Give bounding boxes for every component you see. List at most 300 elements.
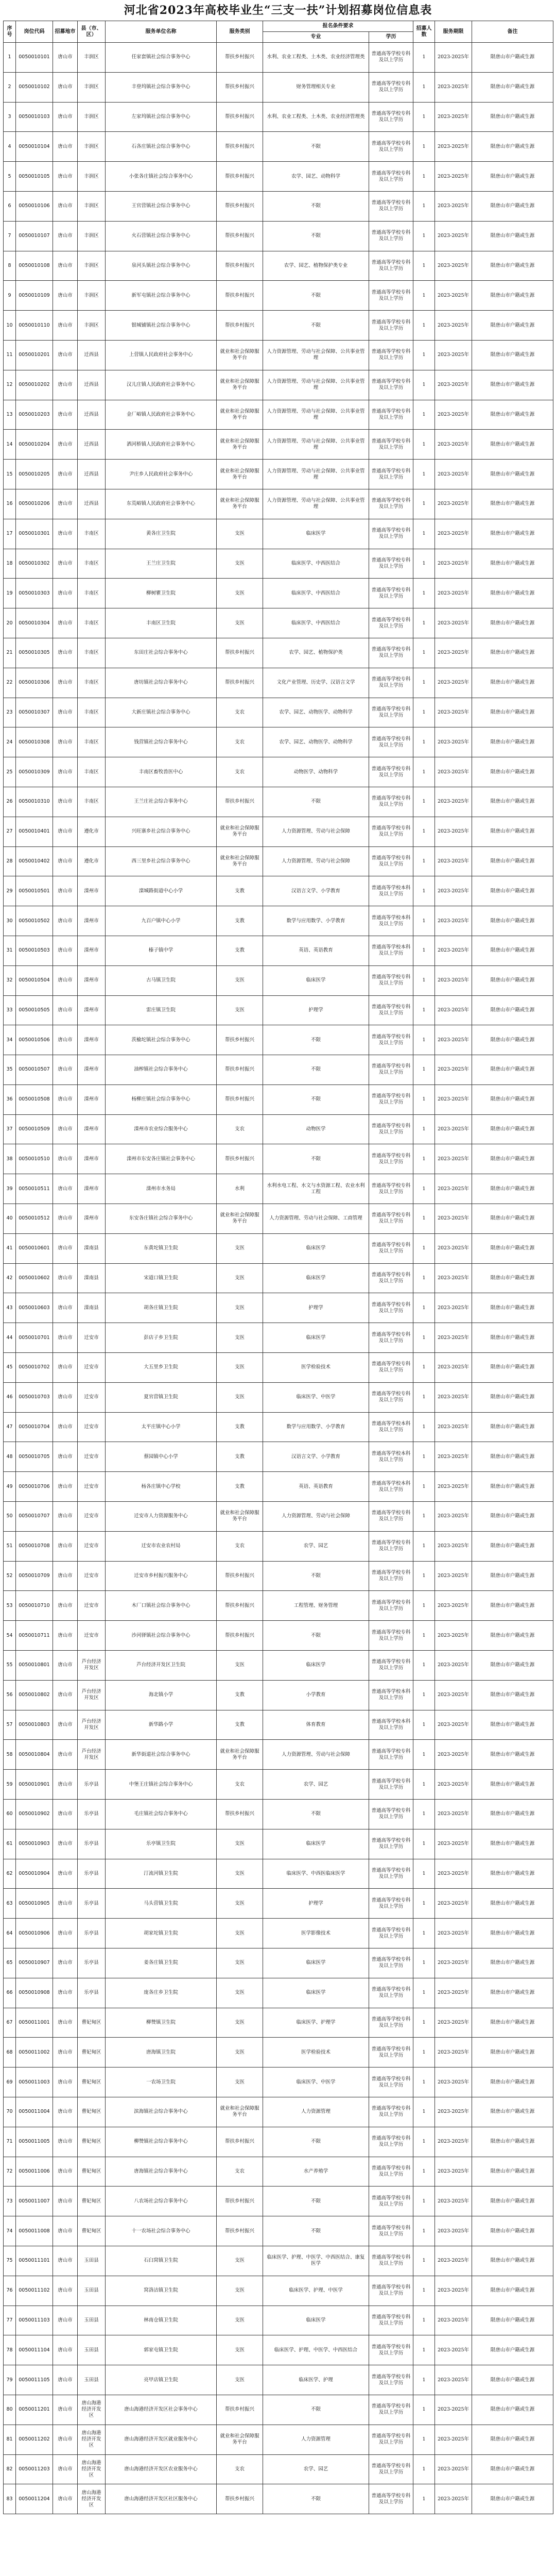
type-cell: 支农 — [217, 2454, 263, 2484]
type-cell: 支农 — [217, 2157, 263, 2187]
type-cell: 帮扶乡村振兴 — [217, 2395, 263, 2425]
code-cell: 0050010703 — [16, 1382, 53, 1412]
table-row — [4, 2454, 553, 2484]
type-cell: 支医 — [217, 1323, 263, 1353]
major-cell: 水利水电工程、水文与水资源工程、农业水利工程 — [263, 1174, 369, 1204]
type-cell: 支医 — [217, 2365, 263, 2395]
remarks-cell: 限唐山市户籍或生源 — [472, 1889, 553, 1919]
remarks-cell: 限唐山市户籍或生源 — [472, 221, 553, 251]
table-body — [4, 43, 553, 2514]
major-cell: 水产养殖学 — [263, 2157, 369, 2187]
code-cell: 0050010103 — [16, 102, 53, 132]
city-cell: 唐山市 — [53, 1710, 78, 1740]
period-cell: 2023-2025年 — [435, 281, 472, 311]
major-cell: 人力资源管理、劳动与社会保障 — [263, 1740, 369, 1770]
type-cell: 就业和社会保障服务平台 — [217, 460, 263, 489]
city-cell: 唐山市 — [53, 519, 78, 549]
county-cell: 迁西县 — [78, 400, 106, 430]
count-cell: 1 — [413, 2335, 435, 2365]
major-cell: 不限 — [263, 1621, 369, 1651]
major-cell: 汉语言文学、小学教育 — [263, 876, 369, 906]
remarks-cell: 限唐山市户籍或生源 — [472, 43, 553, 73]
major-cell: 临床医学 — [263, 965, 369, 995]
county-cell: 曹妃甸区 — [78, 2067, 106, 2097]
county-cell: 丰南区 — [78, 638, 106, 668]
count-cell: 1 — [413, 1621, 435, 1651]
table-row — [4, 1263, 553, 1293]
education-cell: 普通高等学校专科及以上学历 — [369, 817, 413, 846]
education-cell: 普通高等学校专科及以上学历 — [369, 460, 413, 489]
table-row — [4, 2246, 553, 2276]
period-cell: 2023-2025年 — [435, 1055, 472, 1085]
city-cell: 唐山市 — [53, 430, 78, 460]
code-cell: 0050010205 — [16, 460, 53, 489]
unit-cell: 茨榆坨镇社会综合事务中心 — [106, 1025, 217, 1055]
serial-cell: 68 — [4, 2038, 16, 2067]
serial-cell: 29 — [4, 876, 16, 906]
table-row — [4, 1472, 553, 1502]
type-cell: 帮扶乡村振兴 — [217, 72, 263, 102]
education-cell: 普通高等学校专科及以上学历 — [369, 251, 413, 281]
serial-cell: 58 — [4, 1740, 16, 1770]
serial-cell: 4 — [4, 132, 16, 162]
remarks-cell: 限唐山市户籍或生源 — [472, 2127, 553, 2157]
remarks-cell: 限唐山市户籍或生源 — [472, 1591, 553, 1621]
remarks-cell: 限唐山市户籍或生源 — [472, 1919, 553, 1948]
code-cell: 0050010803 — [16, 1710, 53, 1740]
code-cell: 0050010905 — [16, 1889, 53, 1919]
major-cell: 农学、园艺 — [263, 1531, 369, 1561]
county-cell: 乐亭县 — [78, 1948, 106, 1978]
remarks-cell: 限唐山市户籍或生源 — [472, 1442, 553, 1472]
education-cell: 普通高等学校专科及以上学历 — [369, 72, 413, 102]
type-cell: 帮扶乡村振兴 — [217, 1025, 263, 1055]
unit-cell: 古马镇卫生院 — [106, 965, 217, 995]
major-cell: 临床医学、护理、中医学 — [263, 2276, 369, 2306]
table-row — [4, 489, 553, 519]
major-cell: 人力资源管理、劳动与社会保障、公共事业管理 — [263, 460, 369, 489]
code-cell: 0050010201 — [16, 340, 53, 370]
type-cell: 帮扶乡村振兴 — [217, 281, 263, 311]
count-cell: 1 — [413, 191, 435, 221]
remarks-cell: 限唐山市户籍或生源 — [472, 1531, 553, 1561]
type-cell: 支医 — [217, 2276, 263, 2306]
period-cell: 2023-2025年 — [435, 965, 472, 995]
count-cell: 1 — [413, 2395, 435, 2425]
period-cell: 2023-2025年 — [435, 2127, 472, 2157]
city-cell: 唐山市 — [53, 1651, 78, 1681]
type-cell: 支医 — [217, 1919, 263, 1948]
period-cell: 2023-2025年 — [435, 1472, 472, 1502]
table-row — [4, 370, 553, 400]
type-cell: 支医 — [217, 2067, 263, 2097]
count-cell: 1 — [413, 1800, 435, 1829]
period-cell: 2023-2025年 — [435, 1353, 472, 1383]
period-cell: 2023-2025年 — [435, 1859, 472, 1889]
education-cell: 普通高等学校专科及以上学历 — [369, 1084, 413, 1114]
unit-cell: 上营镇人民政府社会事务中心 — [106, 340, 217, 370]
table-row — [4, 668, 553, 698]
serial-cell: 59 — [4, 1770, 16, 1800]
remarks-cell: 限唐山市户籍或生源 — [472, 668, 553, 698]
table-row — [4, 1144, 553, 1174]
count-cell: 1 — [413, 2425, 435, 2454]
count-cell: 1 — [413, 430, 435, 460]
remarks-cell: 限唐山市户籍或生源 — [472, 1859, 553, 1889]
code-cell: 0050011202 — [16, 2425, 53, 2454]
major-cell: 临床医学、中医学 — [263, 1382, 369, 1412]
count-cell: 1 — [413, 2067, 435, 2097]
type-cell: 支医 — [217, 1829, 263, 1859]
serial-cell: 75 — [4, 2246, 16, 2276]
code-cell: 0050011001 — [16, 2008, 53, 2038]
city-cell: 唐山市 — [53, 162, 78, 192]
table-row — [4, 2306, 553, 2335]
education-cell: 普通高等学校专科及以上学历 — [369, 995, 413, 1025]
city-cell: 唐山市 — [53, 876, 78, 906]
major-cell: 护理学 — [263, 1293, 369, 1323]
major-cell: 不限 — [263, 2484, 369, 2514]
count-cell: 1 — [413, 162, 435, 192]
remarks-cell: 限唐山市户籍或生源 — [472, 72, 553, 102]
unit-cell: 迁安市人力资源服务中心 — [106, 1502, 217, 1532]
period-cell: 2023-2025年 — [435, 460, 472, 489]
table-row — [4, 1502, 553, 1532]
code-cell: 0050010501 — [16, 876, 53, 906]
remarks-cell: 限唐山市户籍或生源 — [472, 2335, 553, 2365]
serial-cell: 72 — [4, 2157, 16, 2187]
major-cell: 农学、园艺 — [263, 1770, 369, 1800]
code-cell: 0050011201 — [16, 2395, 53, 2425]
major-cell: 农学、园艺 — [263, 2454, 369, 2484]
county-cell: 丰润区 — [78, 191, 106, 221]
code-cell: 0050010304 — [16, 608, 53, 638]
period-cell: 2023-2025年 — [435, 668, 472, 698]
period-cell: 2023-2025年 — [435, 191, 472, 221]
major-cell: 医学检验技术 — [263, 2038, 369, 2067]
city-cell: 唐山市 — [53, 132, 78, 162]
unit-cell: 海北镇小学 — [106, 1680, 217, 1710]
serial-cell: 63 — [4, 1889, 16, 1919]
table-row — [4, 1233, 553, 1263]
count-cell: 1 — [413, 1025, 435, 1055]
type-cell: 支农 — [217, 1531, 263, 1561]
type-cell: 支医 — [217, 1889, 263, 1919]
city-cell: 唐山市 — [53, 2187, 78, 2216]
document-title: 河北省2023年高校毕业生“三支一扶”计划招募岗位信息表 — [124, 4, 432, 17]
major-cell: 数学与应用数学、小学教育 — [263, 1412, 369, 1442]
county-cell: 丰润区 — [78, 251, 106, 281]
major-cell: 人力资源管理 — [263, 2425, 369, 2454]
serial-cell: 43 — [4, 1293, 16, 1323]
remarks-cell: 限唐山市户籍或生源 — [472, 757, 553, 787]
table-row — [4, 2157, 553, 2187]
type-cell: 支医 — [217, 519, 263, 549]
city-cell: 唐山市 — [53, 2276, 78, 2306]
table-row — [4, 608, 553, 638]
unit-cell: 一农场卫生院 — [106, 2067, 217, 2097]
unit-cell: 黄各庄卫生院 — [106, 519, 217, 549]
serial-cell: 35 — [4, 1055, 16, 1085]
remarks-cell: 限唐山市户籍或生源 — [472, 1710, 553, 1740]
unit-cell: 迁安市乡村振兴服务中心 — [106, 1561, 217, 1591]
unit-cell: 新华街道社会综合事务中心 — [106, 1740, 217, 1770]
county-cell: 滦南县 — [78, 1293, 106, 1323]
county-cell: 丰润区 — [78, 132, 106, 162]
code-cell: 0050010508 — [16, 1084, 53, 1114]
remarks-cell: 限唐山市户籍或生源 — [472, 430, 553, 460]
major-cell: 英语、英语教育 — [263, 1472, 369, 1502]
header-education: 学历 — [369, 32, 413, 43]
unit-cell: 银城铺镇社会综合事务中心 — [106, 311, 217, 341]
type-cell: 帮扶乡村振兴 — [217, 1144, 263, 1174]
remarks-cell: 限唐山市户籍或生源 — [472, 549, 553, 579]
education-cell: 普通高等学校专科及以上学历 — [369, 2276, 413, 2306]
major-cell: 水利、农业工程类、土木类、农业经济管理类 — [263, 102, 369, 132]
type-cell: 就业和社会保障服务平台 — [217, 489, 263, 519]
remarks-cell: 限唐山市户籍或生源 — [472, 1084, 553, 1114]
unit-cell: 乐亭镇卫生院 — [106, 1829, 217, 1859]
city-cell: 唐山市 — [53, 995, 78, 1025]
unit-cell: 柳赞镇卫生院 — [106, 2008, 217, 2038]
serial-cell: 69 — [4, 2067, 16, 2097]
unit-cell: 十一农场社会综合事务中心 — [106, 2216, 217, 2246]
county-cell: 滦州市 — [78, 1204, 106, 1234]
count-cell: 1 — [413, 1382, 435, 1412]
count-cell: 1 — [413, 311, 435, 341]
unit-cell: 中堡王庄镇社会综合事务中心 — [106, 1770, 217, 1800]
education-cell: 普通高等学校专科及以上学历 — [369, 430, 413, 460]
major-cell: 护理学 — [263, 995, 369, 1025]
major-cell: 农学、园艺、动物科学 — [263, 162, 369, 192]
table-row — [4, 1353, 553, 1383]
code-cell: 0050010310 — [16, 787, 53, 817]
county-cell: 滦州市 — [78, 995, 106, 1025]
type-cell: 帮扶乡村振兴 — [217, 102, 263, 132]
county-cell: 滦州市 — [78, 1084, 106, 1114]
code-cell: 0050010105 — [16, 162, 53, 192]
education-cell: 普通高等学校专科及以上学历 — [369, 400, 413, 430]
serial-cell: 11 — [4, 340, 16, 370]
unit-cell: 滦州市水务局 — [106, 1174, 217, 1204]
education-cell: 普通高等学校专科及以上学历 — [369, 1740, 413, 1770]
city-cell: 唐山市 — [53, 1323, 78, 1353]
major-cell: 文化产业管理、历史学、汉语言文学 — [263, 668, 369, 698]
county-cell: 丰南区 — [78, 579, 106, 608]
remarks-cell: 限唐山市户籍或生源 — [472, 400, 553, 430]
type-cell: 支教 — [217, 936, 263, 965]
period-cell: 2023-2025年 — [435, 1978, 472, 2008]
remarks-cell: 限唐山市户籍或生源 — [472, 2425, 553, 2454]
county-cell: 丰润区 — [78, 311, 106, 341]
serial-cell: 60 — [4, 1800, 16, 1829]
table-row — [4, 1740, 553, 1770]
code-cell: 0050010602 — [16, 1263, 53, 1293]
unit-cell: 滦州市农业综合服务中心 — [106, 1114, 217, 1144]
period-cell: 2023-2025年 — [435, 2067, 472, 2097]
type-cell: 支医 — [217, 1859, 263, 1889]
unit-cell: 左家坞镇社会综合事务中心 — [106, 102, 217, 132]
education-cell: 普通高等学校专科及以上学历 — [369, 1293, 413, 1323]
serial-cell: 36 — [4, 1084, 16, 1114]
city-cell: 唐山市 — [53, 1084, 78, 1114]
county-cell: 迁西县 — [78, 489, 106, 519]
type-cell: 支医 — [217, 2008, 263, 2038]
education-cell: 普通高等学校本科及以上学历 — [369, 1442, 413, 1472]
period-cell: 2023-2025年 — [435, 2097, 472, 2127]
unit-cell: 东黄坨镇卫生院 — [106, 1233, 217, 1263]
unit-cell: 柳树瞿卫生院 — [106, 579, 217, 608]
remarks-cell: 限唐山市户籍或生源 — [472, 1621, 553, 1651]
table-row — [4, 72, 553, 102]
type-cell: 帮扶乡村振兴 — [217, 132, 263, 162]
type-cell: 帮扶乡村振兴 — [217, 1621, 263, 1651]
period-cell: 2023-2025年 — [435, 549, 472, 579]
city-cell: 唐山市 — [53, 2246, 78, 2276]
period-cell: 2023-2025年 — [435, 72, 472, 102]
type-cell: 帮扶乡村振兴 — [217, 638, 263, 668]
major-cell: 财务管理相关专业 — [263, 72, 369, 102]
remarks-cell: 限唐山市户籍或生源 — [472, 1293, 553, 1323]
code-cell: 0050010804 — [16, 1740, 53, 1770]
serial-cell: 7 — [4, 221, 16, 251]
table-row — [4, 221, 553, 251]
major-cell: 护理学 — [263, 1889, 369, 1919]
city-cell: 唐山市 — [53, 638, 78, 668]
remarks-cell: 限唐山市户籍或生源 — [472, 162, 553, 192]
county-cell: 唐山海港经济开发区 — [78, 2425, 106, 2454]
period-cell: 2023-2025年 — [435, 1800, 472, 1829]
remarks-cell: 限唐山市户籍或生源 — [472, 1472, 553, 1502]
education-cell: 普通高等学校专科及以上学历 — [369, 340, 413, 370]
table-row — [4, 2216, 553, 2246]
serial-cell: 74 — [4, 2216, 16, 2246]
period-cell: 2023-2025年 — [435, 132, 472, 162]
major-cell: 临床医学、中西医结合 — [263, 608, 369, 638]
major-cell: 不限 — [263, 1144, 369, 1174]
serial-cell: 82 — [4, 2454, 16, 2484]
period-cell: 2023-2025年 — [435, 311, 472, 341]
county-cell: 丰润区 — [78, 43, 106, 73]
type-cell: 就业和社会保障服务平台 — [217, 2097, 263, 2127]
education-cell: 普通高等学校专科及以上学历 — [369, 1204, 413, 1234]
city-cell: 唐山市 — [53, 1144, 78, 1174]
major-cell: 临床医学、护理、中医学、中西医结合、康复医学 — [263, 2246, 369, 2276]
table-row — [4, 400, 553, 430]
code-cell: 0050010603 — [16, 1293, 53, 1323]
county-cell: 玉田县 — [78, 2276, 106, 2306]
table-row — [4, 1382, 553, 1412]
education-cell: 普通高等学校专科及以上学历 — [369, 2246, 413, 2276]
major-cell: 不限 — [263, 2395, 369, 2425]
code-cell: 0050010303 — [16, 579, 53, 608]
major-cell: 临床医学 — [263, 1651, 369, 1681]
serial-cell: 78 — [4, 2335, 16, 2365]
count-cell: 1 — [413, 2454, 435, 2484]
serial-cell: 15 — [4, 460, 16, 489]
count-cell: 1 — [413, 1144, 435, 1174]
city-cell: 唐山市 — [53, 549, 78, 579]
table-row — [4, 995, 553, 1025]
type-cell: 支教 — [217, 1412, 263, 1442]
count-cell: 1 — [413, 936, 435, 965]
code-cell: 0050011101 — [16, 2246, 53, 2276]
major-cell: 不限 — [263, 2216, 369, 2246]
major-cell: 人力资源管理、劳动与社会保障 — [263, 817, 369, 846]
education-cell: 普通高等学校专科及以上学历 — [369, 221, 413, 251]
remarks-cell: 限唐山市户籍或生源 — [472, 1740, 553, 1770]
count-cell: 1 — [413, 460, 435, 489]
unit-cell: 泉河头镇社会综合事务中心 — [106, 251, 217, 281]
county-cell: 玉田县 — [78, 2365, 106, 2395]
county-cell: 迁西县 — [78, 340, 106, 370]
education-cell: 普通高等学校专科及以上学历 — [369, 1978, 413, 2008]
major-cell: 体育教育 — [263, 1710, 369, 1740]
serial-cell: 79 — [4, 2365, 16, 2395]
remarks-cell: 限唐山市户籍或生源 — [472, 1829, 553, 1859]
county-cell: 芦台经济开发区 — [78, 1680, 106, 1710]
code-cell: 0050010503 — [16, 936, 53, 965]
county-cell: 遵化市 — [78, 846, 106, 876]
remarks-cell: 限唐山市户籍或生源 — [472, 1680, 553, 1710]
count-cell: 1 — [413, 1531, 435, 1561]
city-cell: 唐山市 — [53, 2454, 78, 2484]
code-cell: 0050010107 — [16, 221, 53, 251]
code-cell: 0050010505 — [16, 995, 53, 1025]
serial-cell: 32 — [4, 965, 16, 995]
code-cell: 0050010801 — [16, 1651, 53, 1681]
table-row — [4, 2187, 553, 2216]
serial-cell: 41 — [4, 1233, 16, 1263]
education-cell: 普通高等学校本科及以上学历 — [369, 1472, 413, 1502]
major-cell: 动物医学、动物科学 — [263, 757, 369, 787]
city-cell: 唐山市 — [53, 1442, 78, 1472]
remarks-cell: 限唐山市户籍或生源 — [472, 936, 553, 965]
table-row — [4, 1800, 553, 1829]
count-cell: 1 — [413, 2246, 435, 2276]
code-cell: 0050010104 — [16, 132, 53, 162]
type-cell: 就业和社会保障服务平台 — [217, 1204, 263, 1234]
count-cell: 1 — [413, 1651, 435, 1681]
count-cell: 1 — [413, 2216, 435, 2246]
table-row — [4, 549, 553, 579]
city-cell: 唐山市 — [53, 1382, 78, 1412]
table-row — [4, 191, 553, 221]
city-cell: 唐山市 — [53, 1561, 78, 1591]
period-cell: 2023-2025年 — [435, 1919, 472, 1948]
major-cell: 人力资源管理、劳动与社会保障、公共事业管理 — [263, 370, 369, 400]
education-cell: 普通高等学校专科及以上学历 — [369, 519, 413, 549]
unit-cell: 滦州市东安各庄镇社会事务中心 — [106, 1144, 217, 1174]
major-cell: 小学教育 — [263, 1680, 369, 1710]
unit-cell: 钱营镇社会综合事务中心 — [106, 727, 217, 757]
serial-cell: 1 — [4, 43, 16, 73]
city-cell: 唐山市 — [53, 1472, 78, 1502]
education-cell: 普通高等学校本科及以上学历 — [369, 1412, 413, 1442]
county-cell: 芦台经济开发区 — [78, 1710, 106, 1740]
period-cell: 2023-2025年 — [435, 43, 472, 73]
table-row — [4, 698, 553, 727]
period-cell: 2023-2025年 — [435, 817, 472, 846]
code-cell: 0050011002 — [16, 2038, 53, 2067]
period-cell: 2023-2025年 — [435, 1680, 472, 1710]
city-cell: 唐山市 — [53, 727, 78, 757]
education-cell: 普通高等学校专科及以上学历 — [369, 757, 413, 787]
type-cell: 支医 — [217, 995, 263, 1025]
county-cell: 迁安市 — [78, 1472, 106, 1502]
period-cell: 2023-2025年 — [435, 1531, 472, 1561]
serial-cell: 65 — [4, 1948, 16, 1978]
